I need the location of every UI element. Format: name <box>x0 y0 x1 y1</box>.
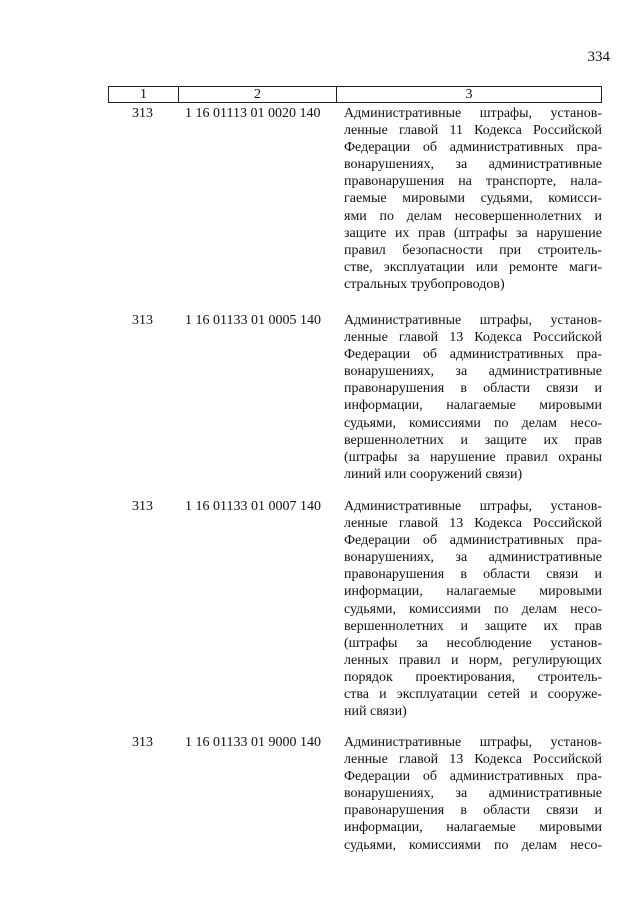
description-line: ленных правил и норм, регулирующих <box>344 652 602 668</box>
description-line: информации, налагаемые мировыми <box>344 398 602 414</box>
row-description <box>335 312 602 483</box>
row-code-admin: 313 <box>132 499 153 514</box>
description-line: Федерации об административных пра- <box>344 347 602 363</box>
description-line: стве, эксплуатации или ремонте маги- <box>344 259 602 275</box>
column-header-2: 2 <box>178 87 336 102</box>
description-line: вонарушениях, за административные <box>344 786 602 802</box>
description-line: вершеннолетних и защите их прав <box>344 432 602 448</box>
row-description <box>335 105 602 293</box>
description-line: судьями, комиссиями по делам несо- <box>344 601 602 617</box>
description-line: Административные штрафы, установ- <box>344 313 602 328</box>
description-line: (штрафы за несоблюдение установ- <box>344 635 602 651</box>
description-line: ями по делам несовершеннолетних и <box>344 208 602 224</box>
description-line: ний связи) <box>344 704 407 720</box>
description-line: порядок проектирования, строитель- <box>344 669 602 685</box>
description-line: вонарушениях, за административные <box>344 550 602 566</box>
description-line: гаемые мировыми судьями, комисси- <box>344 191 602 207</box>
description-line: Административные штрафы, установ- <box>344 735 602 750</box>
table-row <box>108 498 602 720</box>
description-line: ленные главой 13 Кодекса Российской <box>344 752 602 768</box>
description-line: ленные главой 11 Кодекса Российской <box>344 123 602 139</box>
description-line: защите их прав (штрафы за нарушение <box>344 225 602 241</box>
description-line: вонарушениях, за административные <box>344 364 602 380</box>
description-line: Федерации об административных пра- <box>344 533 602 549</box>
table-row <box>108 105 602 293</box>
row-code-budget: 1 16 01133 01 9000 140 <box>185 735 321 750</box>
table-row <box>108 734 602 854</box>
description-line: правонарушения в области связи и <box>344 567 602 583</box>
description-line: судьями, комиссиями по делам несо- <box>344 415 602 431</box>
description-line: информации, налагаемые мировыми <box>344 820 602 836</box>
description-line: стральных трубопроводов) <box>344 276 505 292</box>
row-description <box>335 734 602 854</box>
description-line: Административные штрафы, установ- <box>344 499 602 514</box>
table-column-header <box>108 86 602 103</box>
description-line: Федерации об административных пра- <box>344 769 602 785</box>
row-code-budget: 1 16 01113 01 0020 140 <box>185 106 321 121</box>
row-code-admin: 313 <box>132 735 153 750</box>
description-line: вонарушениях, за административные <box>344 157 602 173</box>
row-code-admin: 313 <box>132 313 153 328</box>
row-code-budget: 1 16 01133 01 0007 140 <box>185 499 321 514</box>
description-line: судьями, комиссиями по делам несо- <box>344 837 602 853</box>
description-line: правонарушения в области связи и <box>344 381 602 397</box>
description-line: ленные главой 13 Кодекса Российской <box>344 330 602 346</box>
table-row <box>108 312 602 483</box>
description-line: правонарушения на транспорте, нала- <box>344 174 602 190</box>
description-line: вершеннолетних и защите их прав <box>344 618 602 634</box>
page-number: 334 <box>587 49 610 65</box>
description-line: ленные главой 13 Кодекса Российской <box>344 516 602 532</box>
description-line: Федерации об административных пра- <box>344 140 602 156</box>
row-code-budget: 1 16 01133 01 0005 140 <box>185 313 321 328</box>
description-line: правил безопасности при строитель- <box>344 242 602 258</box>
description-line: ства и эксплуатации сетей и сооруже- <box>344 687 602 703</box>
description-line: (штрафы за нарушение правил охраны <box>344 449 602 465</box>
row-description <box>335 498 602 720</box>
description-line: линий или сооружений связи) <box>344 466 523 482</box>
column-header-1: 1 <box>140 87 147 102</box>
description-line: информации, налагаемые мировыми <box>344 584 602 600</box>
row-code-admin: 313 <box>132 106 153 121</box>
description-line: правонарушения в области связи и <box>344 803 602 819</box>
column-header-3: 3 <box>336 87 601 102</box>
description-line: Административные штрафы, установ- <box>344 106 602 121</box>
